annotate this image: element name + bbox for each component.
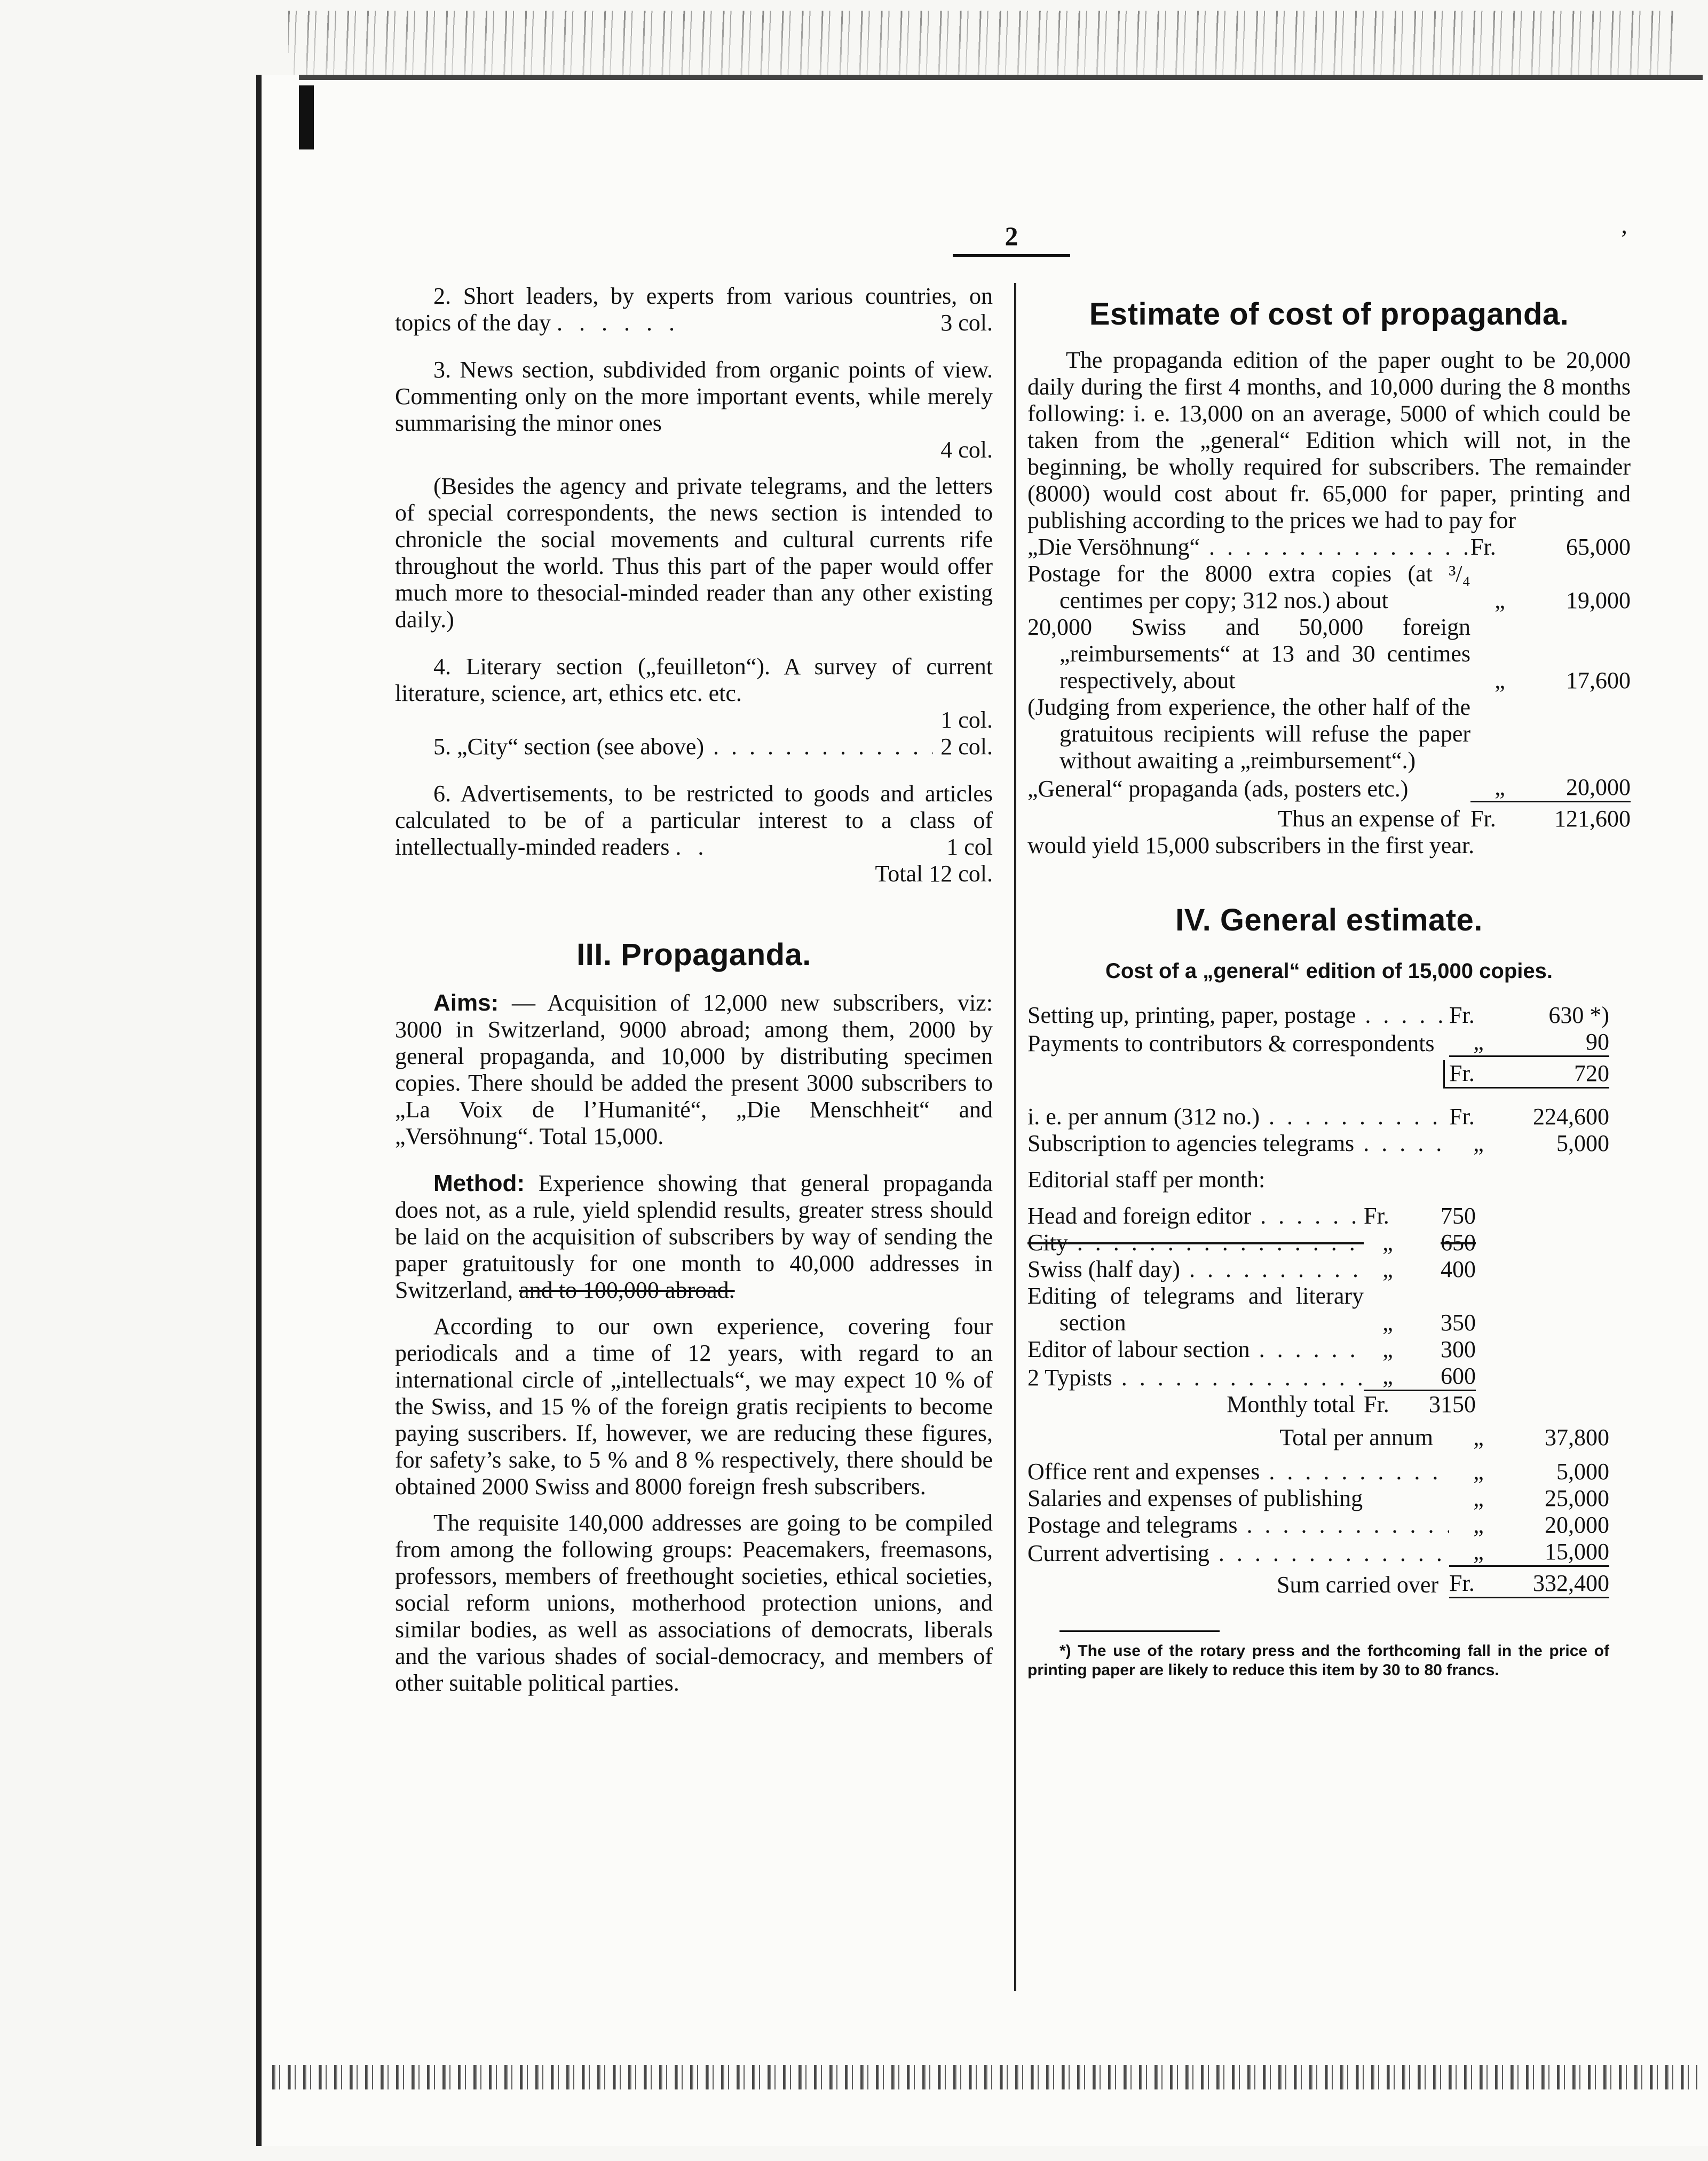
staff-annual-total — [1027, 1424, 1609, 1451]
staff-label: Editing of telegrams and literary section — [1027, 1283, 1364, 1336]
item-ads-value: 1 col — [946, 834, 993, 860]
cost-row-contributors — [1027, 1029, 1609, 1057]
method-struck-text: and to 100,000 abroad. — [519, 1277, 735, 1303]
cost-currency: „ — [1473, 1458, 1484, 1485]
column-divider — [1014, 283, 1016, 1991]
cost-label-empty — [1027, 1062, 1443, 1089]
expense-amount: 121,600 — [1554, 806, 1631, 832]
item-literary-value: 1 col. — [940, 707, 993, 733]
staff-currency: „ — [1382, 1256, 1393, 1282]
staff-row — [1027, 1203, 1476, 1229]
item-news-value: 4 col. — [940, 437, 993, 463]
section-heading-general-estimate: IV. General estimate. — [1175, 903, 1483, 937]
staff-label: Head and foreign editor . . . — [1027, 1203, 1364, 1229]
cost-amount: 90 — [1508, 1029, 1609, 1057]
cost-currency: Fr. — [1449, 1570, 1508, 1598]
margin-mark: ’ — [1618, 225, 1627, 252]
cost-label: Salaries and expenses of publishing — [1027, 1485, 1363, 1511]
staff-currency: Fr. — [1364, 1391, 1389, 1417]
cost-label: Total per annum — [1279, 1424, 1433, 1450]
cost-currency: Fr. — [1449, 1002, 1475, 1028]
staff-label: City . . . — [1027, 1229, 1364, 1256]
staff-row — [1027, 1363, 1476, 1391]
cost-amount: 20,000 — [1529, 774, 1631, 802]
item-city-label: 5. „City“ section (see above) . . . — [433, 734, 933, 760]
cost-label: Subscription to agencies telegrams . . . — [1027, 1130, 1449, 1157]
scan-edge-bottom — [272, 2065, 1697, 2089]
cost-currency: „ — [1494, 587, 1505, 613]
cost-row-advertising — [1027, 1539, 1609, 1567]
staff-table — [1027, 1203, 1476, 1418]
staff-label: Monthly total — [1227, 1391, 1355, 1417]
cost-currency: „ — [1449, 1029, 1508, 1057]
cost-label: „General“ propaganda (ads, posters etc.) — [1027, 776, 1409, 802]
item-short-leaders — [395, 283, 993, 336]
scan-mark-left — [299, 85, 314, 149]
cost-label: Setting up, printing, paper, postage . . . — [1027, 1002, 1449, 1029]
cost-amount: 17,600 — [1566, 667, 1631, 693]
experience-paragraph: According to our own experience, covering four periodicals and a time of 12 years, with regard to an international circle of „intellectuals“, we may expect 10 % of the Swiss, and 15 % of the foreign gratis recipients to become paying suscribers. If, however, we are reducing these figures, for safety’s sake, to 5 % and 8 % respectively, there should be obtained 2000 Swiss and 8000 foreign fresh subscribers. — [395, 1313, 993, 1500]
staff-row — [1027, 1229, 1476, 1256]
cost-label: Office rent and expenses . . . — [1027, 1458, 1449, 1485]
cost-row-versohnung — [1027, 534, 1631, 561]
subheading-general-edition: Cost of a „general“ edition of 15,000 copies. — [1105, 959, 1553, 983]
staff-monthly-total — [1027, 1391, 1476, 1418]
staff-amount: 650 — [1441, 1229, 1476, 1256]
cost-currency: „ — [1473, 1424, 1484, 1450]
leader-dots: . . . . . . — [557, 310, 681, 336]
cost-currency: „ — [1473, 1130, 1484, 1156]
cost-row-postage-telegrams — [1027, 1512, 1609, 1539]
left-column — [395, 283, 993, 1697]
cost-label: Payments to contributors & correspondents — [1027, 1030, 1435, 1056]
item-label: 2. Short leaders, by experts from various countries, on topics of the day — [395, 283, 993, 336]
item-literary: 4. Literary section („feuilleton“). A survey of current literature, science, art, ethics etc. etc. — [395, 653, 993, 706]
staff-currency: „ — [1382, 1310, 1393, 1336]
cost-row-general-propaganda — [1027, 774, 1631, 802]
scan-rule-top — [299, 75, 1703, 80]
cost-currency: Fr. — [1449, 1103, 1475, 1130]
cost-row-agency-telegrams — [1027, 1130, 1609, 1157]
staff-label: Editor of labour section . . . — [1027, 1336, 1364, 1363]
expense-currency: Fr. — [1470, 806, 1496, 832]
staff-amount: 300 — [1441, 1336, 1476, 1362]
news-section-note: (Besides the agency and private telegrams, and the letters of special correspondents, the news section is intended to chronicle the social movements and cultural currents rife throughout the world. Thus this part of the paper would offer much more to thesocial-minded reader than any other existing daily.) — [395, 473, 993, 633]
expense-text: Thus an expense of — [1278, 806, 1460, 832]
footnote — [1027, 1642, 1609, 1680]
cost-row-reimbursements — [1027, 614, 1631, 694]
cost-row-subtotal — [1027, 1057, 1609, 1089]
cost-label: Current advertising . . . — [1027, 1540, 1449, 1567]
cost-amount: 5,000 — [1556, 1458, 1609, 1485]
expense-total-row — [1027, 806, 1631, 832]
addresses-paragraph: The requisite 140,000 addresses are going to be compiled from among the following groups: Peacemakers, freemasons, professors, members of freethought societies, ethical societies, social reform unions, motherhood protection unions, and similar bodies, as well as associations of democrats, liberals and the various shades of social-democracy, and members of other suitable political parties. — [395, 1510, 993, 1696]
cost-currency: „ — [1470, 774, 1529, 802]
cost-label: Postage and telegrams . . . — [1027, 1512, 1449, 1539]
item-ads — [395, 780, 993, 861]
cost-row-setting-up — [1027, 1002, 1609, 1029]
page-number: 2 — [1005, 221, 1018, 251]
footnote-rule — [1059, 1630, 1220, 1632]
cost-currency: „ — [1473, 1512, 1484, 1538]
item-value: 3 col. — [940, 310, 993, 336]
staff-amount: 3150 — [1429, 1391, 1476, 1417]
cost-currency: „ — [1473, 1485, 1484, 1511]
judging-note: (Judging from experience, the other half of the gratuitous recipients will refuse the paper without awaiting a „reimbursement“.) — [1027, 694, 1470, 774]
cost-row-postage — [1027, 561, 1631, 614]
aims-paragraph — [395, 990, 993, 1150]
staff-currency: „ — [1364, 1363, 1412, 1391]
staff-heading: Editorial staff per month: — [1027, 1166, 1266, 1193]
staff-currency: „ — [1382, 1336, 1393, 1362]
leader-dots: . . — [675, 834, 709, 860]
staff-label: Swiss (half day) . . . — [1027, 1256, 1364, 1283]
cost-amount: 332,400 — [1508, 1570, 1609, 1598]
propaganda-intro: The propaganda edition of the paper ought to be 20,000 daily during the first 4 months, and 10,000 during the 8 months following: i. e. 13,000 on an average, 5000 of which could be taken from the „general“ Edition which will not, in the beginning, be wholly required for subscribers. The remainder (8000) would cost about fr. 65,000 for paper, printing and publishing according to the prices we had to pay for — [1027, 347, 1631, 533]
item-city-value: 2 col. — [940, 734, 993, 760]
cost-label: 20,000 Swiss and 50,000 foreign „reimbursements“ at 13 and 30 centimes respectively, about — [1027, 614, 1470, 693]
page-number-rule — [953, 254, 1070, 257]
cost-amount: 65,000 — [1566, 534, 1631, 560]
cost-amount: 20,000 — [1545, 1512, 1609, 1538]
staff-label: 2 Typists . . . — [1027, 1365, 1364, 1391]
item-ads-label: 6. Advertisements, to be restricted to goods and articles calculated to be of a particular interest to a class of intellectually-minded readers — [395, 780, 993, 860]
right-column — [1027, 283, 1631, 1680]
sum-carried-over-row — [1027, 1570, 1609, 1598]
cost-amount: 630 *) — [1548, 1002, 1609, 1028]
staff-currency: „ — [1382, 1229, 1393, 1256]
cost-amount: 19,000 — [1566, 587, 1631, 613]
cost-amount: 15,000 — [1508, 1539, 1609, 1567]
section-heading-propaganda: III. Propaganda. — [576, 937, 811, 972]
cost-currency: Fr. — [1443, 1060, 1508, 1089]
method-paragraph — [395, 1170, 993, 1304]
cost-row-office — [1027, 1458, 1609, 1485]
cost-amount: 5,000 — [1556, 1130, 1609, 1156]
total-columns: Total 12 col. — [875, 861, 993, 887]
staff-amount: 600 — [1412, 1363, 1476, 1391]
staff-amount: 350 — [1441, 1310, 1476, 1336]
cost-currency: Fr. — [1470, 534, 1496, 560]
section-heading-estimate: Estimate of cost of propaganda. — [1089, 297, 1569, 332]
staff-row — [1027, 1256, 1476, 1283]
cost-label: Postage for the 8000 extra copies (at ³/₄ centimes per copy; 312 nos.) about — [1027, 561, 1470, 613]
staff-amount: 400 — [1441, 1256, 1476, 1282]
cost-label: „Die Versöhnung“ . . . — [1027, 534, 1470, 561]
yield-text: would yield 15,000 subscribers in the first year. — [1027, 832, 1475, 858]
cost-amount: 720 — [1508, 1060, 1609, 1089]
cost-amount: 37,800 — [1545, 1424, 1609, 1450]
aims-label: Aims: — [433, 990, 499, 1016]
method-text: Experience showing that general propaganda does not, as a rule, yield splendid results, greater stress should be laid on the acquisition of subscribers by way of sending the paper gratuitously for one month to 40,000 addresses in Switzerland, — [395, 1170, 993, 1303]
staff-row — [1027, 1336, 1476, 1363]
staff-amount: 750 — [1441, 1203, 1476, 1229]
footnote-text: *) The use of the rotary press and the forthcoming fall in the price of printing paper are likely to reduce this item by 30 to 80 francs. — [1027, 1642, 1609, 1679]
method-label: Method: — [433, 1170, 525, 1196]
cost-row-per-annum — [1027, 1103, 1609, 1130]
cost-label: Sum carried over — [1277, 1572, 1438, 1598]
general-cost-block — [1027, 1002, 1631, 1680]
cost-label: i. e. per annum (312 no.) . . . — [1027, 1103, 1449, 1130]
cost-currency: „ — [1449, 1539, 1508, 1567]
staff-row — [1027, 1283, 1476, 1336]
aims-text: — Acquisition of 12,000 new subscribers, viz: 3000 in Switzerland, 9000 abroad; among them, 2000 by general propaganda, and 10,000 by distributing specimen copies. There should be added the present 3000 subscribers to „La Voix de l’Humanité“, „Die Menschheit“ and „Versöhnung“. Total 15,000. — [395, 990, 993, 1149]
cost-currency: „ — [1494, 667, 1505, 693]
item-news-section: 3. News section, subdivided from organic points of view. Commenting only on the more important events, while merely summarising the minor ones — [395, 357, 993, 436]
item-city — [395, 734, 993, 760]
cost-row-salaries — [1027, 1485, 1609, 1512]
staff-currency: Fr. — [1364, 1203, 1389, 1229]
cost-amount: 25,000 — [1545, 1485, 1609, 1511]
cost-amount: 224,600 — [1533, 1103, 1609, 1130]
